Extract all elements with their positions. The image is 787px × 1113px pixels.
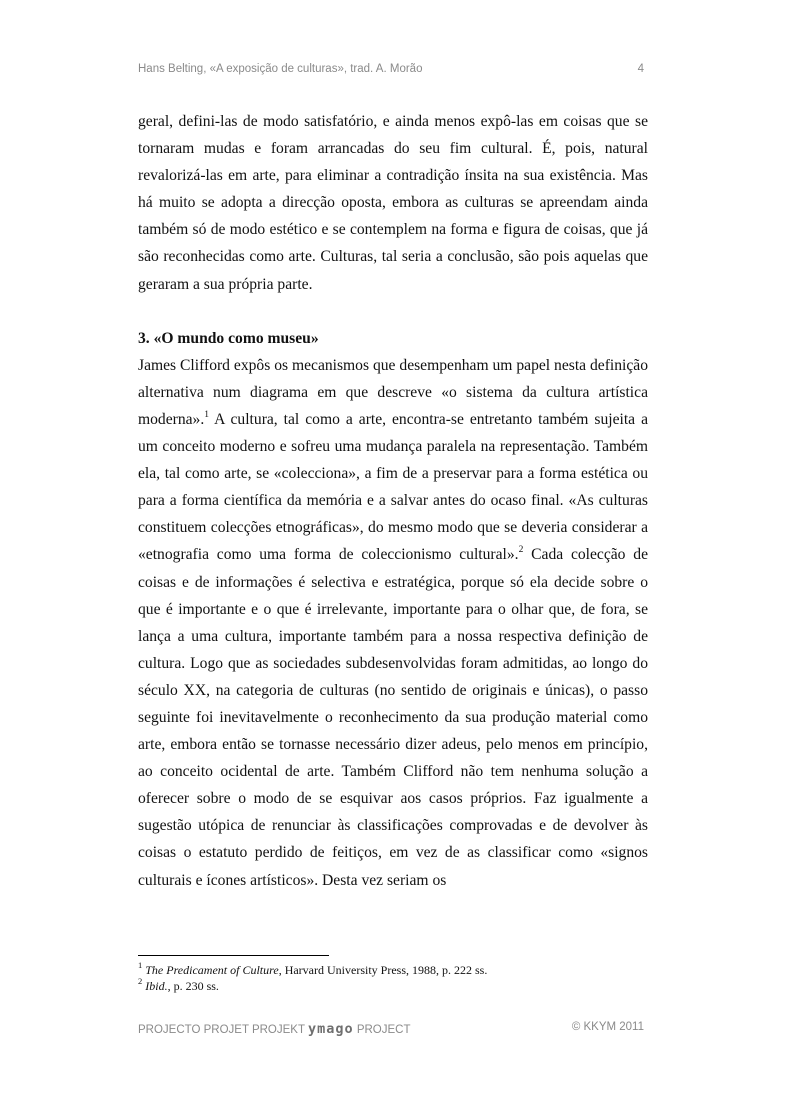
footnote-title: The Predicament of Culture xyxy=(145,963,279,977)
footnote xyxy=(138,962,648,978)
footer-project xyxy=(138,1021,411,1037)
footer-project-text: PROJECTO PROJET PROJEKT xyxy=(138,1024,308,1036)
running-footer xyxy=(138,1021,648,1039)
footnote-number: 2 xyxy=(138,976,143,986)
footer-project-suffix: PROJECT xyxy=(353,1024,411,1036)
paragraph-text-3: Cada colecção de coisas e de informações é selectiva e estratégica, porque só ela decide sobre o que é importante e o que é irrelevante, importante para o olhar que, de fora, se lança a uma cultura, importante também para a nossa respectiva definição de cultura. Logo que as sociedades subdesenvolvidas foram admitidas, ao longo do século XX, na categoria de culturas (no sentido de originais e únicas), o passo seguinte foi inevitavelmente o reconhecimento da sua produção material como arte, embora então se tornasse necessário dizer adeus, pelo menos em princípio, ao conceito ocidental de arte. Também Clifford não tem nenhuma solução a oferecer sobre o modo de se esquivar aos casos próprios. Faz igualmente a sugestão utópica de renunciar às classificações comprovadas e de devolver às coisas o estatuto perdido de feitiços, em vez de as classificar como «signos culturais e ícones artísticos». Desta vez seriam os xyxy=(138,546,648,889)
footer-copyright: © KKYM 2011 xyxy=(571,1021,644,1033)
paragraph-text-2: A cultura, tal como a arte, encontra-se entretanto também sujeita a um conceito moderno e sofreu uma mudança paralela na representação. Também ela, tal como arte, se «colecciona», a fim de a preservar para a forma estética ou para a forma científica da memória e a salvar antes do ocaso final. «As culturas constituem colecções etnográficas», do mesmo modo que se deveria considerar a «etnografia como uma forma de coleccionismo cultural». xyxy=(138,410,648,564)
page-number: 4 xyxy=(637,63,644,75)
footnote-divider xyxy=(138,955,329,956)
ymago-logo: ymago xyxy=(307,1021,354,1037)
footnote xyxy=(138,978,648,994)
header-title: Hans Belting, «A exposição de culturas», trad. A. Morão xyxy=(138,63,423,75)
footnote-ref-2[interactable]: 2 xyxy=(518,545,524,556)
paragraph-continued: geral, defini-las de modo satisfatório, e ainda menos expô-las em coisas que se tornaram mudas e foram arrancadas do seu fim cultural. É, pois, natural revalorizá-las em arte, para eliminar a contradição ínsita na sua existência. Mas há muito se adopta a direcção oposta, embora as culturas se apreendam ainda também só de modo estético e se contemplem na forma e figura de coisas, que já são reconhecidas como arte. Culturas, tal seria a conclusão, são pois aquelas que geraram a sua própria parte. xyxy=(138,113,648,293)
section-heading: 3. «O mundo como museu» xyxy=(138,329,319,347)
running-header xyxy=(138,63,648,81)
footnote-text: , Harvard University Press, 1988, p. 222 ss. xyxy=(278,963,488,977)
paragraph-text-1: James Clifford expôs os mecanismos que desempenham um papel nesta definição alternativa num diagrama em que descreve «o sistema da cultura artística moderna». xyxy=(138,356,648,428)
footnote-ref-1[interactable]: 1 xyxy=(204,409,210,420)
section-paragraph xyxy=(138,325,648,894)
footnote-number: 1 xyxy=(138,960,143,970)
footnote-text: , p. 230 ss. xyxy=(167,979,219,993)
main-text xyxy=(138,108,648,894)
footnote-title: Ibid. xyxy=(145,979,168,993)
footnotes xyxy=(138,962,648,994)
